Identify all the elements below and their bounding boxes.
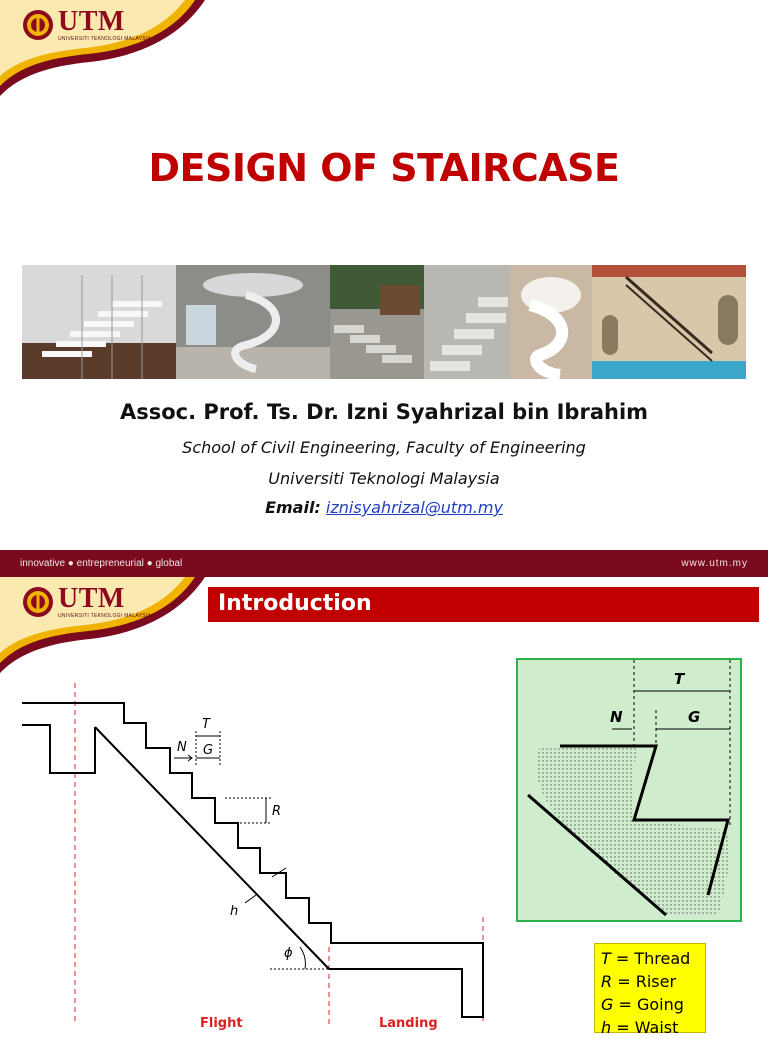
slide-title: DESIGN OF STAIRCASE bbox=[148, 146, 620, 190]
detail-label-G: G bbox=[688, 708, 701, 726]
label-landing: Landing bbox=[379, 1016, 438, 1031]
photo-white-spiral-stairs bbox=[510, 265, 592, 379]
label-R: R bbox=[272, 804, 282, 819]
legend-item: G = Going bbox=[601, 995, 684, 1014]
utm-logo bbox=[22, 8, 151, 42]
legend-item: h = Waist bbox=[601, 1018, 679, 1037]
affiliation-school: School of Civil Engineering, Faculty of Engineering bbox=[182, 438, 586, 457]
photo-cantilever-stairs bbox=[424, 265, 510, 379]
photo-outdoor-house-stairs bbox=[592, 265, 746, 379]
author-name: Assoc. Prof. Ts. Dr. Izni Syahrizal bin Ibrahim bbox=[119, 400, 649, 424]
step-detail-diagram bbox=[516, 658, 742, 922]
utm-emblem-icon bbox=[22, 9, 54, 41]
introduction-slide bbox=[0, 577, 768, 1037]
label-h: h bbox=[230, 904, 239, 919]
section-title: Introduction bbox=[218, 591, 372, 616]
label-phi: ϕ bbox=[284, 946, 293, 961]
label-T: T bbox=[202, 717, 210, 732]
photo-floating-stairs bbox=[22, 265, 176, 379]
photo-concrete-stairs-outdoor bbox=[330, 265, 424, 379]
photo-spiral-stairs bbox=[176, 265, 330, 379]
footer-bar bbox=[0, 550, 768, 577]
email-line bbox=[0, 498, 768, 517]
legend-item: R = Riser bbox=[601, 972, 677, 991]
label-N: N bbox=[177, 740, 187, 755]
logo-subtitle: UNIVERSITI TEKNOLOGI MALAYSIA bbox=[58, 613, 152, 619]
legend-item: T = Thread bbox=[601, 949, 691, 968]
footer-tagline: innovative ● entrepreneurial ● global bbox=[20, 558, 183, 569]
label-G: G bbox=[203, 743, 214, 758]
label-flight: Flight bbox=[200, 1016, 243, 1031]
staircase-photo-strip bbox=[22, 265, 746, 379]
email-label: Email: bbox=[265, 498, 321, 517]
affiliation-university: Universiti Teknologi Malaysia bbox=[268, 469, 500, 488]
email-link[interactable]: iznisyahrizal@utm.my bbox=[325, 498, 503, 517]
footer-url[interactable]: www.utm.my bbox=[681, 558, 748, 569]
legend-box bbox=[594, 943, 706, 1037]
detail-label-N: N bbox=[610, 708, 623, 726]
logo-subtitle: UNIVERSITI TEKNOLOGI MALAYSIA bbox=[58, 36, 152, 42]
staircase-section-diagram bbox=[0, 577, 510, 1031]
logo-wordmark: UTM bbox=[58, 583, 125, 614]
logo-wordmark: UTM bbox=[58, 6, 125, 37]
detail-label-T: T bbox=[674, 670, 685, 688]
